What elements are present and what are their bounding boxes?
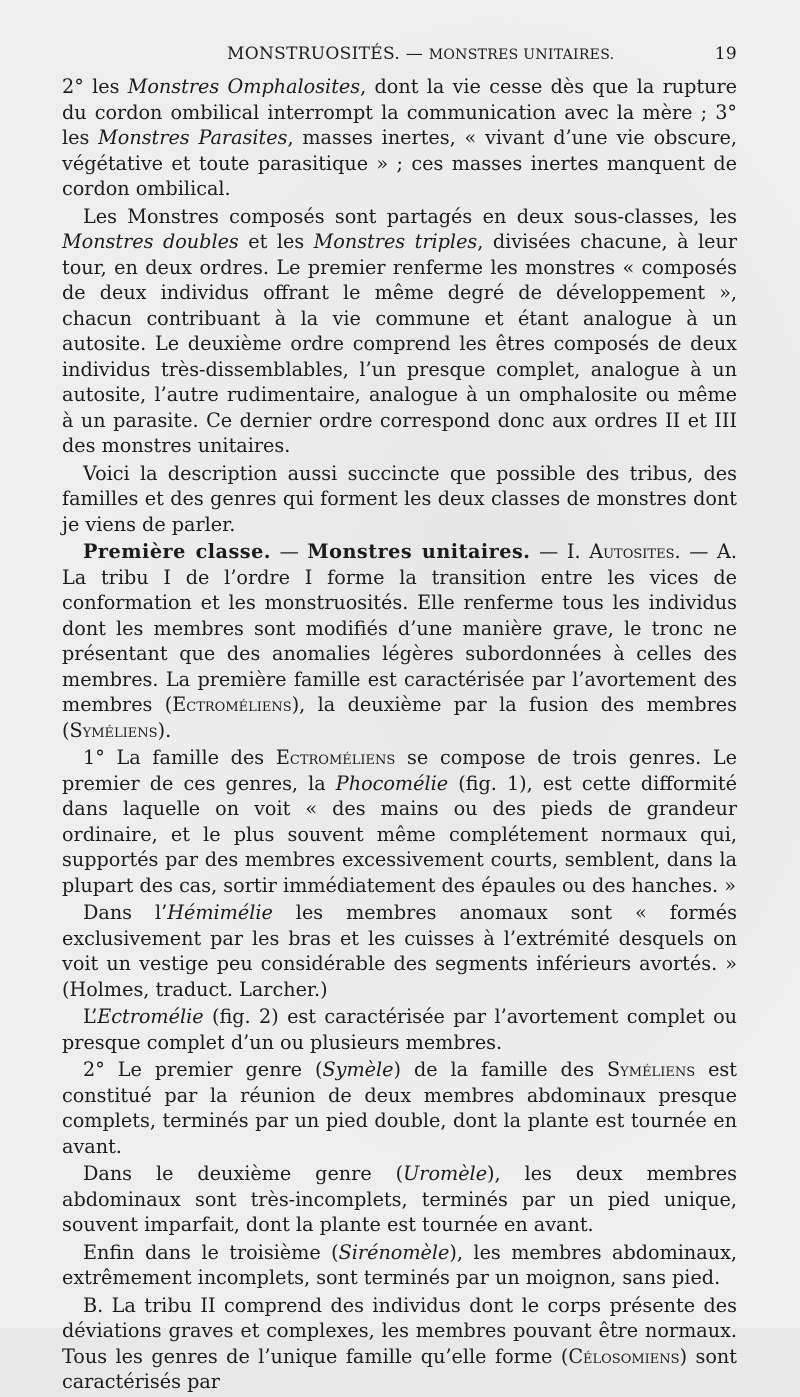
paragraph-10: Enfin dans le troisième (Sirénomèle), les membres abdominaux, extrêmement incomplets, sont terminés par un moignon, sans pied. bbox=[62, 1240, 738, 1289]
paragraph-5: 1° La famille des Ectroméliens se compose de trois genres. Le premier de ces genres, la Phocomélie (fig. 1), est cette difformité dans laquelle on voit « des mains ou des pieds de grandeur ordinaire, et le plus souvent même complétement normaux qui, supportés par des membres excessivement courts, semblent, dans la plupart des cas, sortir immédiatement des épaules ou des hanches. » bbox=[62, 746, 738, 897]
paragraph-7: L’Ectromélie (fig. 2) est caractérisée par l’avortement complet ou presque complet d’un ou plusieurs membres. bbox=[62, 1005, 737, 1054]
header-title-sub: MONSTRES UNITAIRES. bbox=[428, 47, 615, 63]
subheading-autosites: Autosites. bbox=[589, 540, 681, 563]
paragraph-9: Dans le deuxième genre (Uromèle), les deux membres abdominaux sont très-incomplets, terminés par un pied unique, souvent imparfait, dont la plante est tournée en avant. bbox=[62, 1162, 737, 1236]
term-hemimelie: Hémimélie bbox=[167, 901, 273, 924]
term-monstres-omphalosites: Monstres Omphalosites bbox=[127, 75, 361, 98]
term-symeliens: Syméliens bbox=[69, 718, 158, 742]
term-phocomelie: Phocomélie bbox=[335, 771, 449, 795]
paragraph-8: 2° Le premier genre (Symèle) de la famille des Syméliens est constitué par la réunion de deux membres abdominaux presque complets, terminés par un pied double, dont la plante est tournée en avant. bbox=[62, 1058, 737, 1158]
header-title bbox=[227, 44, 614, 64]
header-dash: — bbox=[400, 44, 429, 64]
term-monstres-doubles: Monstres doubles bbox=[62, 230, 239, 253]
paragraph-4: Première classe. — Monstres unitaires. — I. Autosites. — A. La tribu I de l’ordre I forme la transition entre les vices de conformation et les monstruosités. Elle renferme tous les individus dont les membres sont modifiés d’une manière grave, le tronc ne présentant que des anomalies légères subordonnées à celles des membres. La première famille est caractérisée par l’avortement des membres (Ectroméliens), la deuxième par la fusion des membres (Syméliens). bbox=[62, 540, 737, 742]
paragraph-6: Dans l’Hémimélie les membres anomaux sont « formés exclusivement par les bras et les cuisses à l’extrémité desquels on voit un vestige peu considérable des segments inférieurs avortés. » (Holmes, traduct. Larcher.) bbox=[62, 901, 737, 1001]
paragraph-11: B. La tribu II comprend des individus dont le corps présente des déviations graves et complexes, les membres pouvant être normaux. Tous les genres de l’unique famille qu’elle forme (Célosomiens) sont caractérisés par bbox=[62, 1293, 737, 1393]
page-number: 19 bbox=[714, 44, 737, 64]
term-monstres-parasites: Monstres Parasites bbox=[98, 126, 288, 149]
paragraph-2: Les Monstres composés sont partagés en deux sous-classes, les Monstres doubles et les Monstres triples, divisées chacune, à leur tour, en deux ordres. Le premier renferme les monstres « composés de deux individus offrant le même degré de développement », chacun contribuant à la vie commune et étant analogue à un autosite. Le deuxième ordre comprend les êtres composés de deux individus très-dissemblables, l’un presque complet, analogue à un autosite, l’autre rudimentaire, analogue à un omphalosite ou même à un parasite. Ce dernier ordre correspond donc aux ordres II et III des monstres unitaires. bbox=[62, 204, 738, 457]
term-ectromeliens: Ectroméliens bbox=[172, 693, 292, 716]
term-symele: Symèle bbox=[322, 1058, 394, 1081]
section-heading-monstres-unitaires: Monstres unitaires. bbox=[307, 540, 531, 563]
body-text bbox=[62, 74, 737, 1397]
term-celosomiens: Célosomiens bbox=[568, 1344, 680, 1368]
paragraph-1: 2° les Monstres Omphalosites, dont la vie cesse dès que la rupture du cordon ombilical interrompt la communication avec la mère ; 3° les Monstres Parasites, masses inertes, « vivant d’une vie obscure, végétative et toute parasitique » ; ces masses inertes manquent de cordon ombilical. bbox=[62, 75, 737, 200]
paragraph-3: Voici la description aussi succincte que possible des tribus, des familles et des genres qui forment les deux classes de monstres dont je viens de parler. bbox=[62, 461, 737, 536]
header-title-main: MONSTRUOSITÉS. bbox=[227, 44, 401, 64]
term-ectromelie: Ectromélie bbox=[97, 1005, 204, 1028]
term-monstres-triples: Monstres triples bbox=[313, 230, 478, 253]
term-sirenomele: Sirénomèle bbox=[338, 1240, 450, 1264]
term-uromele: Uromèle bbox=[403, 1162, 488, 1185]
section-heading-classe: Première classe. bbox=[83, 540, 271, 563]
